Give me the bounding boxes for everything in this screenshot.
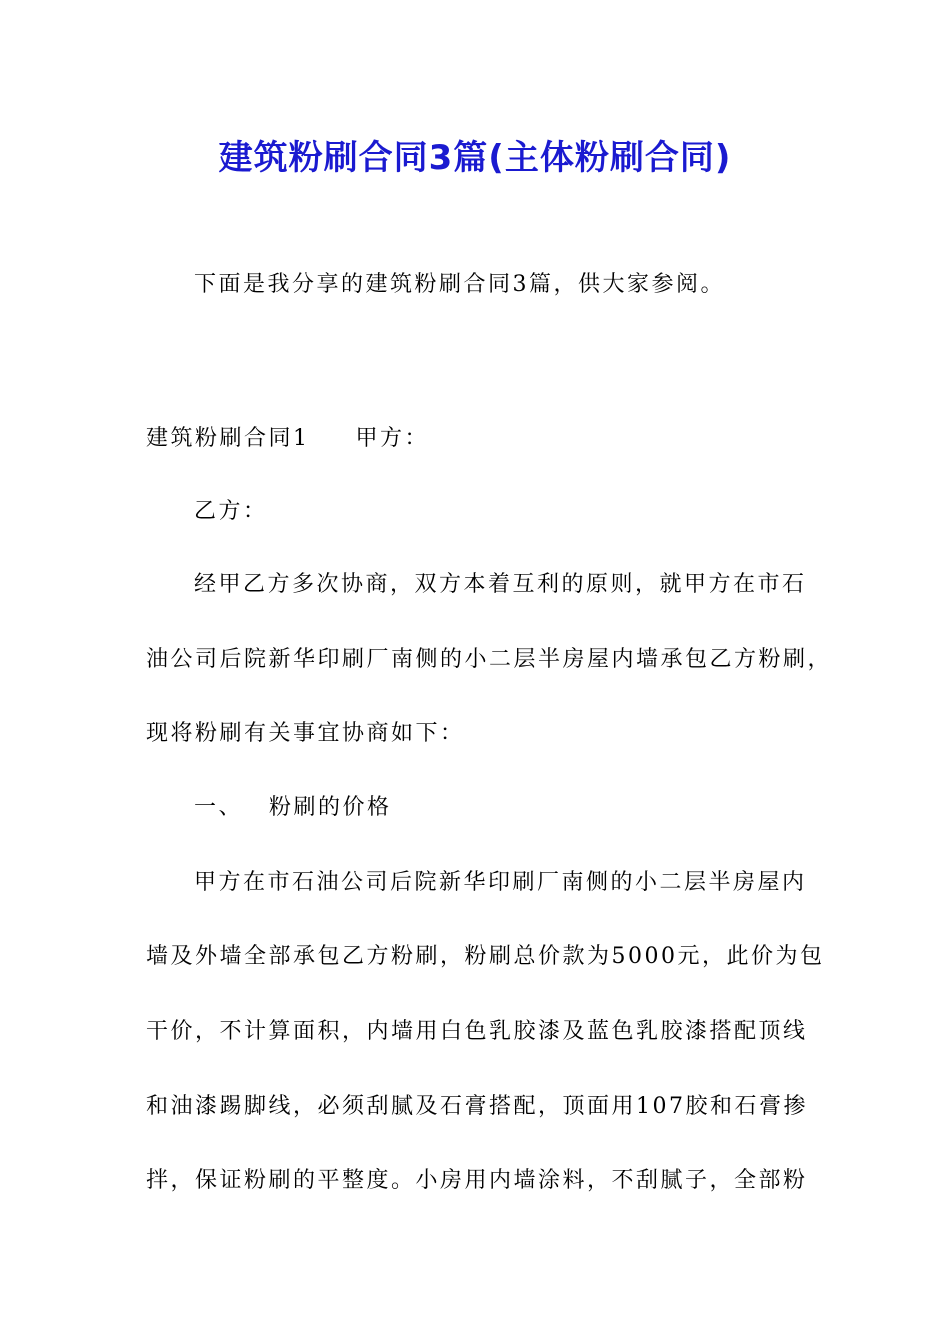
section-heading bbox=[194, 793, 392, 823]
contract-heading-line bbox=[146, 424, 429, 454]
section-number: 一、 bbox=[194, 795, 244, 820]
paragraph-line: 墙及外墙全部承包乙方粉刷，粉刷总价款为5000元，此价为包 bbox=[146, 944, 825, 969]
section-title: 粉刷的价格 bbox=[269, 795, 392, 820]
paragraph-line: 油公司后院新华印刷厂南侧的小二层半房屋内墙承包乙方粉刷， bbox=[146, 647, 833, 672]
intro-paragraph: 下面是我分享的建筑粉刷合同3篇，供大家参阅。 bbox=[194, 272, 725, 297]
paragraph-line: 拌，保证粉刷的平整度。小房用内墙涂料，不刮腻子，全部粉 bbox=[146, 1168, 808, 1193]
paragraph-line: 甲方在市石油公司后院新华印刷厂南侧的小二层半房屋内 bbox=[194, 870, 807, 895]
party-a-label: 甲方： bbox=[355, 426, 430, 451]
paragraph-line: 经甲乙方多次协商，双方本着互利的原则，就甲方在市石 bbox=[194, 572, 807, 597]
paragraph-line: 现将粉刷有关事宜协商如下： bbox=[146, 721, 465, 746]
paragraph-line: 干价，不计算面积，内墙用白色乳胶漆及蓝色乳胶漆搭配顶线 bbox=[146, 1019, 808, 1044]
contract-heading: 建筑粉刷合同1 bbox=[146, 426, 310, 451]
paragraph-line: 和油漆踢脚线，必须刮腻及石膏搭配，顶面用107胶和石膏掺 bbox=[146, 1094, 808, 1119]
party-b-label: 乙方： bbox=[194, 499, 268, 524]
document-title: 建筑粉刷合同3篇(主体粉刷合同) bbox=[218, 138, 732, 178]
